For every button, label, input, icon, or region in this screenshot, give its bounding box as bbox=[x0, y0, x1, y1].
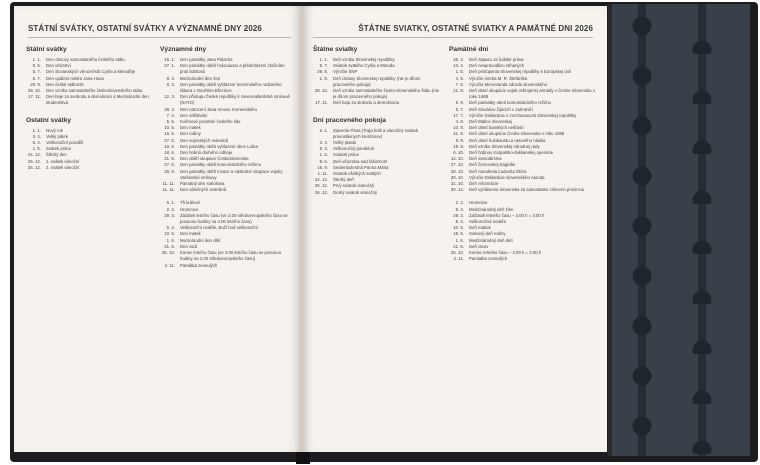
entry-label: Den památky obětí holocaustu a předcházení zločinům proti lidskosti bbox=[180, 63, 285, 75]
entry-date: 2. 11. bbox=[453, 256, 464, 262]
entry-label: Velikonoční pondělí bbox=[46, 140, 84, 146]
entry-label: Den narození Jana Amose Komenského bbox=[180, 106, 257, 112]
entry-date: 6. 10. bbox=[453, 150, 464, 156]
entry-label: Deň Slovákov žijúcich v zahraničí bbox=[469, 106, 533, 112]
entry-date: 29. 3. bbox=[164, 212, 175, 218]
date-entry bbox=[449, 256, 597, 262]
entry-label: Den rodiny bbox=[180, 131, 201, 137]
entry-label: Druhý sviatok vianočný bbox=[333, 189, 378, 195]
entry-label: Květnové povstání českého lidu bbox=[180, 119, 241, 125]
entry-label: Deň zápasu za ľudské práva bbox=[469, 57, 524, 62]
entry-date: 7. 6. bbox=[455, 81, 464, 87]
entry-date: 21. 8. bbox=[453, 131, 464, 137]
entry-date: 11. 11. bbox=[162, 181, 175, 187]
entry-date: 2. 2. bbox=[166, 206, 175, 212]
entry-label: Deň hrdinov Karpatsko-duklianskej operácie bbox=[469, 150, 554, 156]
entry-label: Pamiatka zosnulých bbox=[469, 256, 508, 262]
left-column-1 bbox=[26, 46, 154, 171]
entry-date: 1. 5. bbox=[32, 146, 41, 152]
entry-label: Deň matiek bbox=[469, 225, 491, 231]
entry-label: Výročie Memoranda národa slovenského bbox=[469, 81, 548, 87]
date-entry bbox=[449, 187, 597, 193]
entry-label: Hromnice bbox=[180, 206, 199, 212]
date-entry bbox=[160, 63, 294, 75]
right-column-2 bbox=[449, 46, 597, 263]
entry-date: 7. 4. bbox=[166, 112, 175, 118]
date-entry bbox=[160, 187, 294, 193]
entry-date: 5. 7. bbox=[319, 63, 328, 69]
entry-date: 25. 10. bbox=[161, 250, 175, 256]
entry-date: 16. 1. bbox=[164, 57, 175, 62]
entry-label: Den zdělávání bbox=[180, 112, 208, 118]
entry-date: 28. 10. bbox=[450, 168, 464, 174]
entry-date: 17. 11. bbox=[315, 100, 328, 106]
entry-date: 31. 10. bbox=[450, 181, 464, 187]
entry-date: 9. 9. bbox=[455, 137, 464, 143]
entry-label: Výročie Deklarácie o zvrchovanosti Slovenskej republiky bbox=[469, 112, 577, 118]
entry-label: Den matek bbox=[180, 231, 201, 237]
entry-label: Sviatok práce bbox=[333, 152, 360, 158]
entry-label: Štědrý den bbox=[46, 152, 67, 158]
header-rule bbox=[313, 37, 593, 38]
list-spacer bbox=[160, 193, 294, 200]
entry-label: Nový rok bbox=[46, 127, 63, 133]
entry-label: Den válečných veteránů bbox=[180, 187, 227, 193]
entry-date: 8. 5. bbox=[319, 158, 328, 164]
section-heading: Ostatní svátky bbox=[26, 116, 72, 124]
entry-date: 25. 12. bbox=[27, 158, 41, 164]
entry-date: 21. 6. bbox=[164, 243, 175, 249]
entry-date: 1. 1. bbox=[32, 57, 41, 62]
entry-date: 15. 5. bbox=[164, 131, 175, 137]
entry-label: Deň Matice slovenskej bbox=[469, 119, 512, 125]
entry-date: 8. 3. bbox=[166, 81, 175, 87]
entry-date: 24. 12. bbox=[314, 177, 328, 183]
entry-date: 17. 11. bbox=[28, 94, 41, 100]
entry-label: Zjavenie Pána (Traja králi a vianočný sviatok pravoslávnych kresťanov) bbox=[333, 127, 419, 139]
entry-label: 2. svátek vánoční bbox=[46, 164, 80, 170]
entry-date: 9. 9. bbox=[455, 100, 464, 106]
entry-date: 26. 12. bbox=[27, 164, 41, 170]
date-entry bbox=[160, 263, 294, 269]
header-rule bbox=[28, 37, 291, 38]
entry-label: Začiatok letného času – 2.00 h = 3.00 h bbox=[469, 212, 545, 218]
entry-label: Deň reformácie bbox=[469, 181, 499, 187]
entry-label: Velikonoční neděle, Boží hod velikonoční bbox=[180, 225, 259, 231]
entry-label: Sviatok svätého Cyrila a Metoda bbox=[333, 63, 395, 69]
entry-date: 29. 3. bbox=[453, 212, 464, 218]
entry-label: Deň pamiatky obetí komunistického režimu bbox=[469, 100, 551, 106]
right-column-1 bbox=[313, 46, 443, 196]
date-entry bbox=[449, 88, 597, 100]
section-heading: Štátne sviatky bbox=[313, 46, 358, 53]
entry-label: Den památky obětí komunistického režimu bbox=[180, 162, 261, 168]
entry-date: 10. 5. bbox=[453, 225, 464, 231]
entry-date: 6. 4. bbox=[32, 140, 41, 146]
entry-date: 6. 7. bbox=[32, 75, 41, 81]
date-entry bbox=[313, 88, 443, 100]
entry-date: 15. 5. bbox=[453, 231, 464, 237]
entry-date: 8. 5. bbox=[32, 63, 41, 69]
entry-label: Deň boja za slobodu a demokraciu bbox=[333, 100, 400, 106]
date-entry bbox=[160, 213, 294, 225]
entry-date: 29. 8. bbox=[317, 69, 328, 75]
entry-date: 27. 1. bbox=[164, 63, 175, 69]
patterned-cover-flap bbox=[612, 4, 750, 456]
entry-label: Medzinárodný deň detí bbox=[469, 237, 513, 243]
entry-label: Den památky obětí vyhlazení obce Lidice bbox=[180, 143, 259, 149]
entry-date: 28. 10. bbox=[314, 88, 328, 94]
entry-label: Deň černovskej tragédie bbox=[469, 162, 516, 168]
date-entry bbox=[313, 100, 443, 106]
entry-date: 30. 10. bbox=[450, 174, 464, 180]
entry-date: 1. 6. bbox=[455, 237, 464, 243]
entry-label: Svetový deň rodiny bbox=[469, 231, 506, 237]
entry-label: Svátek práce bbox=[46, 146, 72, 152]
entry-label: Den slovanských věrozvěstů Cyrila a Metoděje bbox=[46, 69, 136, 75]
entry-label: Výročie SNP bbox=[333, 69, 358, 75]
entry-label: Deň víťazstva nad fašizmom bbox=[333, 158, 388, 164]
entry-label: Den matek bbox=[180, 125, 201, 131]
entry-date: 25. 10. bbox=[450, 250, 464, 256]
entry-label: Den české státnosti bbox=[46, 81, 84, 87]
entry-date: 28. 9. bbox=[30, 81, 41, 87]
entry-label: Den upálení mistra Jana Husa bbox=[46, 75, 104, 81]
entry-label: Den obětí okupace Československa bbox=[180, 156, 249, 162]
entry-label: Památka zesnulých bbox=[180, 262, 218, 268]
entry-label: Památný den sokolstva bbox=[180, 181, 225, 187]
date-entry bbox=[313, 190, 443, 196]
entry-label: Začátek letního času (ve 2.00 středoevropského času se posunou hodiny na 3.00 letního času) bbox=[180, 212, 288, 225]
entry-date: 10. 8. bbox=[453, 125, 464, 131]
entry-label: Prvý sviatok vianočný bbox=[333, 183, 375, 189]
entry-label: Sedembolestná Panna Mária bbox=[333, 164, 389, 170]
entry-label: Tři králové bbox=[180, 200, 201, 206]
entry-date: 1. 9. bbox=[319, 75, 328, 81]
entry-label: Deň obetí holokaustu a rasového násilia bbox=[469, 137, 546, 143]
section-heading: Státní svátky bbox=[26, 46, 67, 53]
entry-date: 15. 9. bbox=[317, 164, 328, 170]
entry-label: Den otců bbox=[180, 243, 198, 249]
entry-date: 12. 3. bbox=[164, 94, 175, 100]
entry-date: 1. 1. bbox=[319, 57, 328, 62]
entry-date: 5. 7. bbox=[32, 69, 41, 75]
entry-date: 28. 10. bbox=[27, 88, 41, 94]
entry-label: Den památky Jana Palacha bbox=[180, 57, 233, 62]
entry-label: Štedrý deň bbox=[333, 177, 354, 183]
date-entry bbox=[26, 94, 154, 106]
entry-date: 10. 5. bbox=[164, 125, 175, 131]
entry-label: Výročie úmrtia M. R. Štefánika bbox=[469, 75, 528, 81]
left-page bbox=[14, 6, 301, 452]
entry-date: 25. 12. bbox=[314, 183, 328, 189]
entry-label: Den památky obětí invaze a následné okupace vojsky Varšavské smlouvy bbox=[180, 168, 283, 180]
entry-date: 28. 9. bbox=[164, 168, 175, 174]
entry-date: 21. 8. bbox=[164, 156, 175, 162]
entry-label: Veľký piatok bbox=[333, 140, 357, 146]
entry-date: 3. 4. bbox=[319, 140, 328, 146]
entry-date: 2. 11. bbox=[164, 262, 175, 268]
entry-date: 2. 2. bbox=[455, 200, 464, 206]
entry-date: 1. 6. bbox=[166, 237, 175, 243]
entry-date: 6. 1. bbox=[166, 200, 175, 206]
entry-label: Deň vzniku Slovenskej národnej rady bbox=[469, 143, 540, 149]
entry-label: Deň samotárstva bbox=[469, 156, 502, 162]
entry-date: 21. 8. bbox=[453, 88, 464, 94]
entry-date: 5. 7. bbox=[455, 106, 464, 112]
entry-label: Den vzniku samostatného československého státu bbox=[46, 88, 143, 94]
section-heading: Pamätné dni bbox=[449, 46, 489, 53]
entry-date: 27. 6. bbox=[164, 162, 175, 168]
bookmark-ribbon bbox=[296, 452, 310, 464]
left-column-2 bbox=[160, 46, 294, 269]
entry-label: Den obnovy samostatného českého státu bbox=[46, 57, 125, 62]
entry-date: 1. 5. bbox=[319, 152, 328, 158]
entry-label: Mezinárodní den žen bbox=[180, 75, 221, 81]
entry-label: Den památky obětí vyhlazení terezínského rodinného tábora v Osvětimi-Březince bbox=[180, 81, 282, 94]
entry-label: Deň vzniku Slovenskej republiky bbox=[333, 57, 395, 62]
entry-date: 24. 12. bbox=[27, 152, 41, 158]
entry-date: 17. 7. bbox=[453, 112, 464, 118]
entry-label: Koniec letného času – 3.00 h = 2.00 h bbox=[469, 250, 542, 256]
entry-date: 18. 6. bbox=[164, 150, 175, 156]
entry-date: 13. 4. bbox=[453, 63, 464, 69]
entry-date: 26. 12. bbox=[314, 189, 328, 195]
entry-label: Deň otcov bbox=[469, 243, 489, 249]
entry-date: 21. 6. bbox=[453, 243, 464, 249]
entry-label: Deň Ústavy Slovenskej republiky (nie je dňom pracovného pokoja) bbox=[333, 75, 421, 87]
entry-label: Deň vzniku samostatného česko-slovenského štátu (nie je dňom pracovného pokoja) bbox=[333, 88, 440, 100]
entry-date: 1. 1. bbox=[32, 127, 41, 133]
entry-date: 11. 11. bbox=[162, 187, 175, 193]
entry-date: 5. 4. bbox=[455, 219, 464, 225]
entry-date: 5. 4. bbox=[166, 225, 175, 231]
entry-label: Medzinárodný deň žien bbox=[469, 206, 514, 212]
entry-label: Sviatok všetkých svätých bbox=[333, 171, 381, 177]
entry-label: Den boje za svobodu a demokracii a Mezinárodní den studentstva bbox=[46, 94, 149, 106]
left-page-title: STÁTNÍ SVÁTKY, OSTATNÍ SVÁTKY A VÝZNAMNÉ DNY 2026 bbox=[28, 24, 262, 33]
list-spacer bbox=[449, 193, 597, 200]
entry-date: 10. 6. bbox=[164, 143, 175, 149]
entry-date: 3. 4. bbox=[32, 133, 41, 139]
entry-date: 4. 8. bbox=[455, 119, 464, 125]
date-entry bbox=[160, 250, 294, 262]
date-entry bbox=[26, 165, 154, 171]
entry-date: 4. 5. bbox=[455, 75, 464, 81]
date-entry bbox=[313, 128, 443, 140]
entry-label: Mezinárodní den dětí bbox=[180, 237, 221, 243]
section-heading: Významné dny bbox=[160, 46, 207, 53]
entry-label: Velký pátek bbox=[46, 133, 68, 139]
entry-date: 6. 1. bbox=[319, 127, 328, 133]
section-heading: Dni pracovného pokoja bbox=[313, 116, 386, 124]
entry-date: 27. 10. bbox=[450, 162, 464, 168]
entry-label: Den vojenských veteránů bbox=[180, 137, 229, 143]
entry-label: 1. svátek vánoční bbox=[46, 158, 80, 164]
entry-label: Den hrdinů druhého odboje bbox=[180, 150, 233, 156]
entry-date: 1. 11. bbox=[317, 171, 328, 177]
entry-date: 28. 3. bbox=[164, 106, 175, 112]
entry-date: 10. 5. bbox=[164, 231, 175, 237]
entry-date: 5. 5. bbox=[166, 119, 175, 125]
entry-label: Hromnice bbox=[469, 200, 488, 206]
entry-label: Deň pristúpenia Slovenskej republiky k Európskej únii bbox=[469, 69, 571, 75]
entry-label: Deň narodenia Ľudovíta Štúra bbox=[469, 168, 527, 174]
entry-label: Deň nespravodlivo stíhaných bbox=[469, 63, 525, 69]
entry-label: Veľkonočná nedeľa bbox=[469, 219, 506, 225]
date-entry bbox=[160, 169, 294, 181]
entry-label: Konec letního času (ve 3.00 letního času se posunou hodiny na 2.00 středoevropského času) bbox=[180, 250, 282, 262]
date-entry bbox=[313, 76, 443, 88]
right-page bbox=[303, 6, 607, 452]
entry-date: 25. 3. bbox=[453, 57, 464, 62]
entry-label: Deň obetí okupácie vojsk ozbrojenej armády v Česko-Slovensku v roku 1968 bbox=[469, 88, 595, 100]
entry-date: 8. 3. bbox=[166, 75, 175, 81]
entry-label: Deň obetí banských nešťastí bbox=[469, 125, 524, 131]
entry-label: Den přístupu České republiky k Severoatlantické smlouvě (NATO) bbox=[180, 94, 290, 106]
entry-date: 8. 3. bbox=[455, 206, 464, 212]
date-entry bbox=[160, 94, 294, 106]
entry-label: Den vítězství bbox=[46, 63, 71, 69]
entry-date: 27. 5. bbox=[164, 137, 175, 143]
entry-label: Výročie Deklarácie slovenského národa bbox=[469, 174, 545, 180]
entry-date: 12. 10. bbox=[450, 156, 464, 162]
date-entry bbox=[160, 82, 294, 94]
entry-date: 1. 5. bbox=[455, 69, 464, 75]
right-page-title: ŠTÁTNE SVIATKY, OSTATNÉ SVIATKY A PAMÄTNÉ DNI 2026 bbox=[358, 24, 593, 33]
entry-date: 19. 9. bbox=[453, 143, 464, 149]
entry-date: 30. 12. bbox=[450, 187, 464, 193]
entry-label: Deň vyhlásenia Slovenska za samostatnú cirkevnú provinciu bbox=[469, 187, 585, 193]
entry-date: 6. 4. bbox=[319, 146, 328, 152]
entry-label: Veľkonočný pondelok bbox=[333, 146, 374, 152]
entry-label: Deň obetí okupácie Česko-Slovenska v roku 1968 bbox=[469, 131, 565, 137]
